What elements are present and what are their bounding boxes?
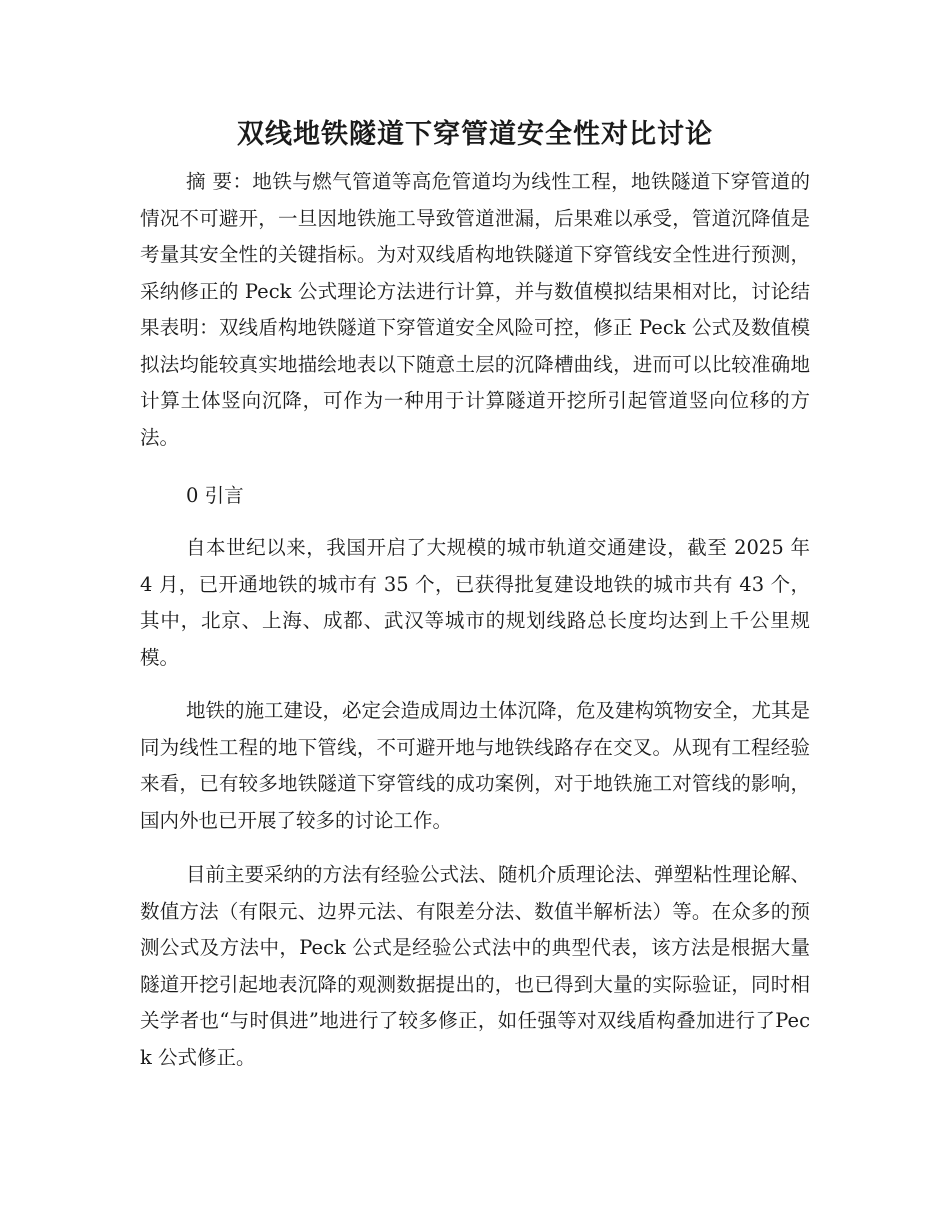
section-heading: 0 引言 bbox=[186, 484, 244, 507]
document-title: 双线地铁隧道下穿管道安全性对比讨论 bbox=[237, 119, 713, 150]
body-paragraph: 自本世纪以来，我国开启了大规模的城市轨道交通建设，截至 2025 年 4 月，已开通地铁的城市有 35 个，已获得批复建设地铁的城市共有 43 个，其中，北京、上海、成都、武汉等城市的规划线路总长度均达到上千公里规模。 bbox=[140, 536, 810, 669]
abstract-label: 摘 要： bbox=[186, 170, 253, 193]
abstract-paragraph bbox=[140, 164, 810, 456]
body-paragraph: 目前主要采纳的方法有经验公式法、随机介质理论法、弹塑粘性理论解、数值方法（有限元、边界元法、有限差分法、数值半解析法）等。在众多的预测公式及方法中，Peck 公式是经验公式法中的典型代表，该方法是根据大量隧道开挖引起地表沉降的观测数据提出的，也已得到大量的实际验证，同时相关学者也“与时俱进”地进行了较多修正，如任强等对双线盾构叠加进行了Peck 公式修正。 bbox=[140, 863, 811, 1069]
body-paragraph: 地铁的施工建设，必定会造成周边土体沉降，危及建构筑物安全，尤其是同为线性工程的地下管线，不可避开地与地铁线路存在交叉。从现有工程经验来看，已有较多地铁隧道下穿管线的成功案例，对于地铁施工对管线的影响，国内外也已开展了较多的讨论工作。 bbox=[140, 699, 811, 832]
abstract-text: 地铁与燃气管道等高危管道均为线性工程，地铁隧道下穿管道的情况不可避开，一旦因地铁施工导致管道泄漏，后果难以承受，管道沉降值是考量其安全性的关键指标。为对双线盾构地铁隧道下穿管线安全性进行预测，采纳修正的 Peck 公式理论方法进行计算，并与数值模拟结果相对比，讨论结果表明：双线盾构地铁隧道下穿管道安全风险可控，修正 Peck 公式及数值模拟法均能较真实地描绘地表以下随意土层的沉降槽曲线，进而可以比较准确地计算土体竖向沉降，可作为一种用于计算隧道开挖所引起管道竖向位移的方法。 bbox=[140, 170, 810, 449]
